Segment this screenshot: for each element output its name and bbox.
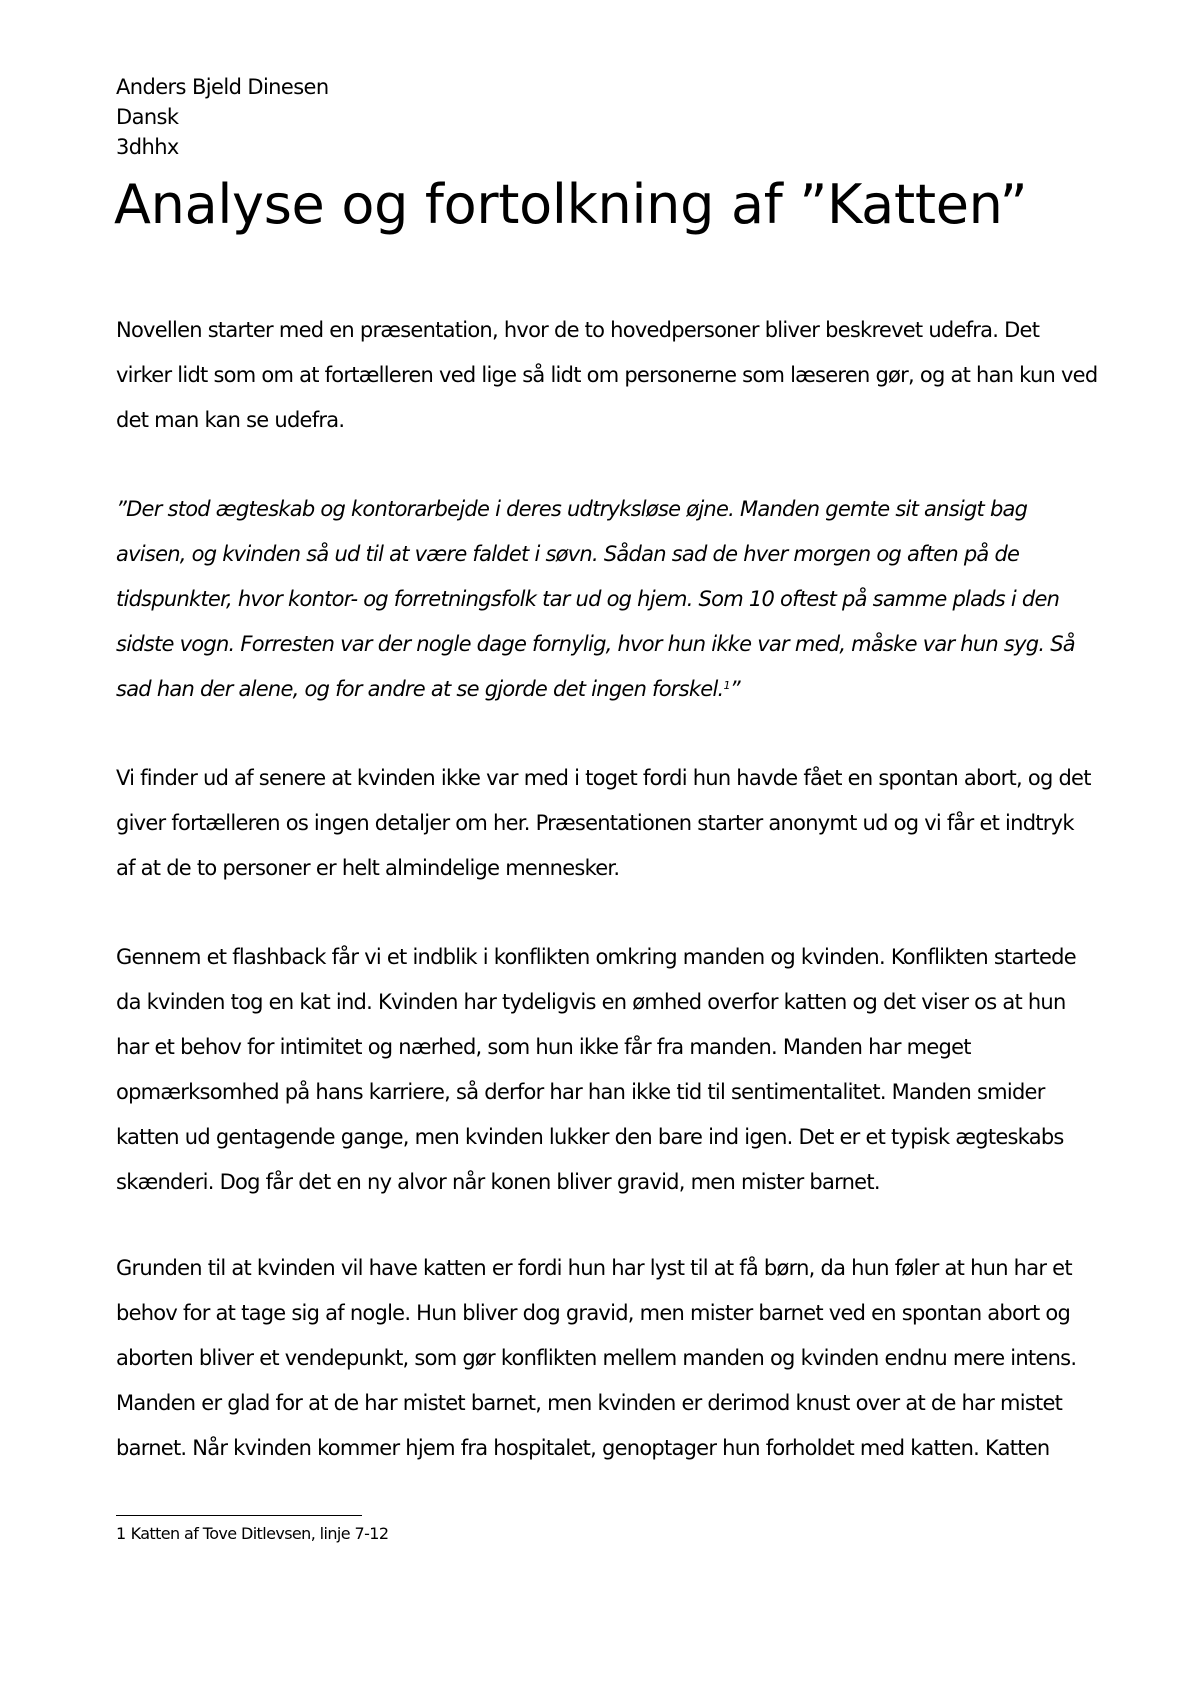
footnote-reference[interactable]: 1 (723, 679, 730, 692)
paragraph-line: da kvinden tog en kat ind. Kvinden har tydeligvis en ømhed overfor katten og det viser os at hun (116, 990, 1066, 1014)
paragraph-line: af at de to personer er helt almindelige mennesker. (116, 856, 620, 880)
paragraph-line: aborten bliver et vendepunkt, som gør konflikten mellem manden og kvinden endnu mere intens. (116, 1346, 1077, 1370)
paragraph-line: Gennem et flashback får vi et indblik i konflikten omkring manden og kvinden. Konflikten startede (116, 945, 1076, 969)
paragraph-line: Manden er glad for at de har mistet barnet, men kvinden er derimod knust over at de har mistet (116, 1391, 1063, 1415)
paragraph-discovery (116, 756, 1096, 891)
paragraph-flashback (116, 935, 1096, 1205)
paragraph-reason (116, 1246, 1096, 1471)
quote-block (116, 487, 1096, 712)
paragraph-intro (116, 308, 1096, 443)
paragraph-line: Vi finder ud af senere at kvinden ikke var med i toget fordi hun havde fået en spontan abort, og det (116, 766, 1091, 790)
footnote (116, 1522, 388, 1546)
quote-line: tidspunkter, hvor kontor- og forretningsfolk tar ud og hjem. Som 10 oftest på samme plads i den (116, 587, 1060, 611)
document-title: Analyse og fortolkning af ”Katten” (114, 173, 1028, 236)
paragraph-line: katten ud gentagende gange, men kvinden lukker den bare ind igen. Det er et typisk ægteskabs (116, 1125, 1064, 1149)
quote-close-mark: ” (729, 677, 740, 701)
class-line: 3dhhx (116, 135, 179, 159)
paragraph-line: giver fortælleren os ingen detaljer om her. Præsentationen starter anonymt ud og vi får et indtryk (116, 811, 1074, 835)
quote-last-line (116, 667, 1096, 712)
paragraph-line: virker lidt som om at fortælleren ved lige så lidt om personerne som læseren gør, og at han kun ved (116, 363, 1098, 387)
paragraph-line: det man kan se udefra. (116, 408, 345, 432)
document-header (116, 72, 716, 162)
subject-line: Dansk (116, 105, 179, 129)
quote-line: sidste vogn. Forresten var der nogle dage fornylig, hvor hun ikke var med, måske var hun syg. Så (116, 632, 1075, 656)
footnote-text: Katten af Tove Ditlevsen, linje 7-12 (130, 1524, 389, 1543)
paragraph-line: Grunden til at kvinden vil have katten er fordi hun har lyst til at få børn, da hun føler at hun har et (116, 1256, 1072, 1280)
footnote-separator (116, 1515, 362, 1516)
quote-line: ”Der stod ægteskab og kontorarbejde i deres udtryksløse øjne. Manden gemte sit ansigt bag (116, 497, 1028, 521)
paragraph-line: skænderi. Dog får det en ny alvor når konen bliver gravid, men mister barnet. (116, 1170, 880, 1194)
footnote-number: 1 (116, 1524, 126, 1543)
quote-line: sad han der alene, og for andre at se gjorde det ingen forskel. (116, 677, 724, 701)
quote-line: avisen, og kvinden så ud til at være faldet i søvn. Sådan sad de hver morgen og aften på de (116, 542, 1020, 566)
author-name: Anders Bjeld Dinesen (116, 75, 329, 99)
paragraph-line: opmærksomhed på hans karriere, så derfor har han ikke tid til sentimentalitet. Manden smider (116, 1080, 1045, 1104)
paragraph-line: Novellen starter med en præsentation, hvor de to hovedpersoner bliver beskrevet udefra. Det (116, 318, 1040, 342)
paragraph-line: behov for at tage sig af nogle. Hun bliver dog gravid, men mister barnet ved en spontan abort og (116, 1301, 1071, 1325)
paragraph-line: har et behov for intimitet og nærhed, som hun ikke får fra manden. Manden har meget (116, 1035, 971, 1059)
paragraph-line: barnet. Når kvinden kommer hjem fra hospitalet, genoptager hun forholdet med katten. Katten (116, 1436, 1050, 1460)
